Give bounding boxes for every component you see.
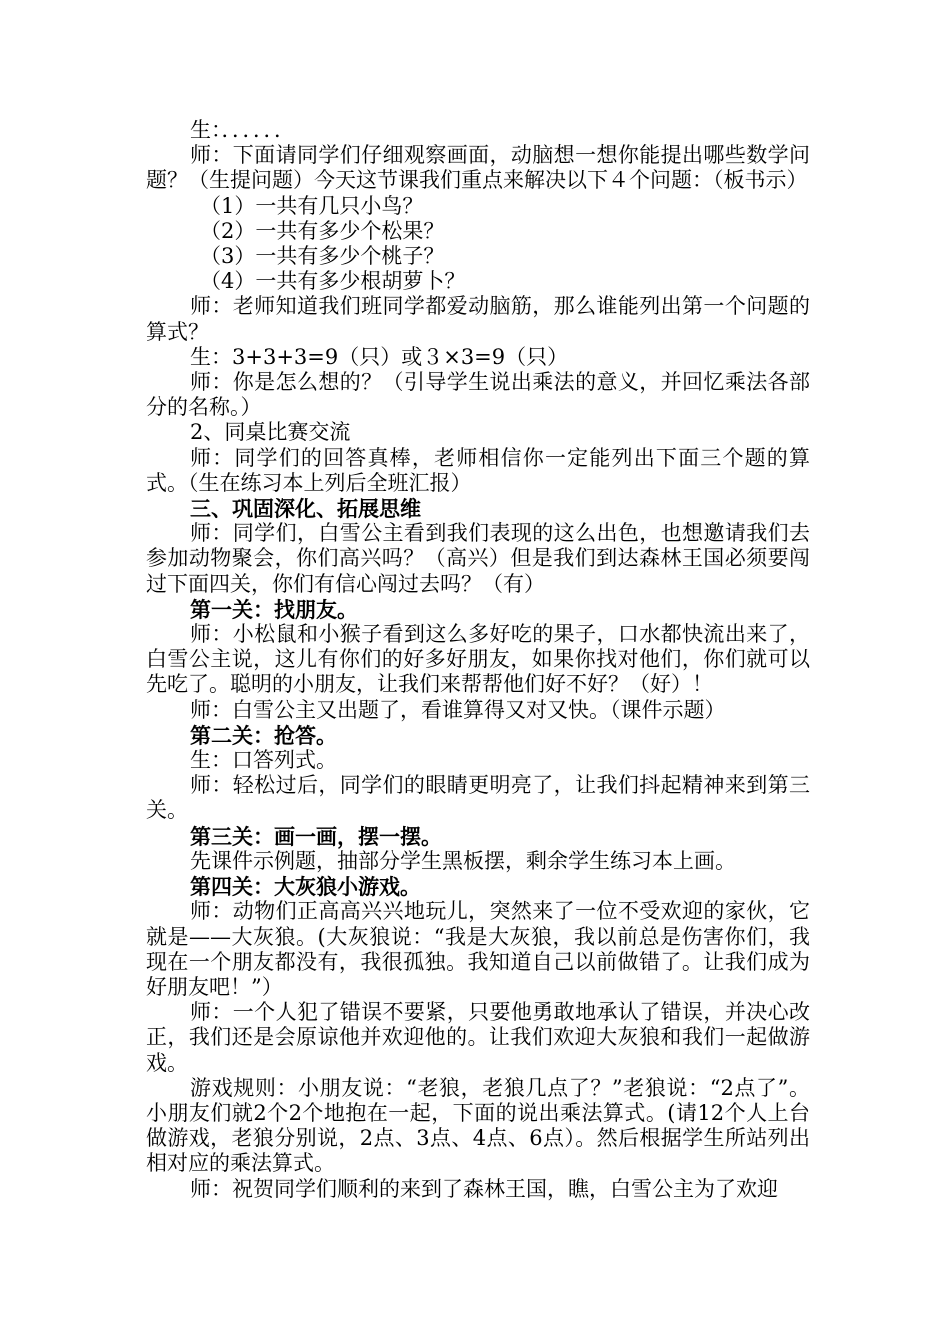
- question-item-1: （1）一共有几只小鸟？: [200, 193, 424, 218]
- question-item-2: （2）一共有多少个松果？: [200, 218, 445, 243]
- paragraph-game-rules: 游戏规则：小朋友说：“老狼，老狼几点了？”老狼说：“2点了”。小朋友们就2个2个地抱在一起，下面的说出乘法算式。(请12个人上台做游戏，老狼分别说，2点、3点、4点、6点）。然后根据学生所站列出相对应的乘法算式。: [146, 1075, 810, 1176]
- paragraph-level-3: 先课件示例题，抽部分学生黑板摆，剩余学生练习本上画。: [190, 848, 736, 873]
- paragraph-student-dots: 生：．．．．．．: [190, 118, 295, 142]
- level-1-heading: 第一关：找朋友。: [190, 596, 358, 622]
- paragraph-level-1: 师：小松鼠和小猴子看到这么多好吃的果子，口水都快流出来了，白雪公主说，这儿有你们的好多好朋友，如果你找对他们，你们就可以先吃了。聪明的小朋友，让我们来帮帮他们好不好？（好）！: [146, 622, 810, 697]
- paragraph-teacher-observe: 师：下面请同学们仔细观察画面，动脑想一想你能提出哪些数学问题？（生提问题）今天这节课我们重点来解决以下４个问题：（板书示）: [146, 143, 810, 193]
- paragraph-to-level-3: 师：轻松过后，同学们的眼睛更明亮了，让我们抖起精神来到第三关。: [146, 773, 810, 823]
- level-2-heading: 第二关：抢答。: [190, 722, 337, 748]
- paragraph-teacher-first-question: 师：老师知道我们班同学都爱动脑筋，那么谁能列出第一个问题的算式？: [146, 294, 810, 344]
- document-body: [146, 118, 810, 1202]
- paragraph-teacher-how: 师：你是怎么想的？（引导学生说出乘法的意义，并回忆乘法各部分的名称。）: [146, 370, 810, 420]
- paragraph-congratulations: 师：祝贺同学们顺利的来到了森林王国，瞧，白雪公主为了欢迎: [190, 1176, 778, 1201]
- paragraph-snow-white-invite: 师：同学们，白雪公主看到我们表现的这么出色，也想邀请我们去参加动物聚会，你们高兴吗？（高兴）但是我们到达森林王国必须要闯过下面四关，你们有信心闯过去吗？（有）: [146, 521, 810, 596]
- paragraph-oral-answer: 生：口答列式。: [190, 748, 337, 773]
- paragraph-student-equation: 生：3+3+3=9（只）或３×3=9（只）: [190, 344, 569, 369]
- paragraph-snow-white-question: 师：白雪公主又出题了，看谁算得又对又快。（课件示题）: [190, 697, 726, 722]
- question-item-3: （3）一共有多少个桃子？: [200, 244, 445, 269]
- paragraph-teacher-praise: 师：同学们的回答真棒，老师相信你一定能列出下面三个题的算式。（生在练习本上列后全班汇报）: [146, 445, 810, 495]
- level-3-heading: 第三关：画一画，摆一摆。: [190, 823, 442, 849]
- question-item-4: （4）一共有多少根胡萝卜？: [200, 269, 466, 294]
- paragraph-big-wolf: 师：动物们正高高兴兴地玩儿，突然来了一位不受欢迎的家伙，它就是——大灰狼。(大灰狼说：“我是大灰狼，我以前总是伤害你们，我现在一个朋友都没有，我很孤独。我知道自己以前做错了。让我们成为好朋友吧！”）: [146, 899, 810, 999]
- level-4-heading: 第四关：大灰狼小游戏。: [190, 874, 421, 900]
- paragraph-desk-mate-contest: 2、同桌比赛交流: [190, 420, 351, 445]
- paragraph-forgive: 师：一个人犯了错误不要紧，只要他勇敢地承认了错误，并决心改正，我们还是会原谅他并欢迎他的。让我们欢迎大灰狼和我们一起做游戏。: [146, 1000, 810, 1075]
- section-heading-3: 三、巩固深化、拓展思维: [190, 496, 421, 522]
